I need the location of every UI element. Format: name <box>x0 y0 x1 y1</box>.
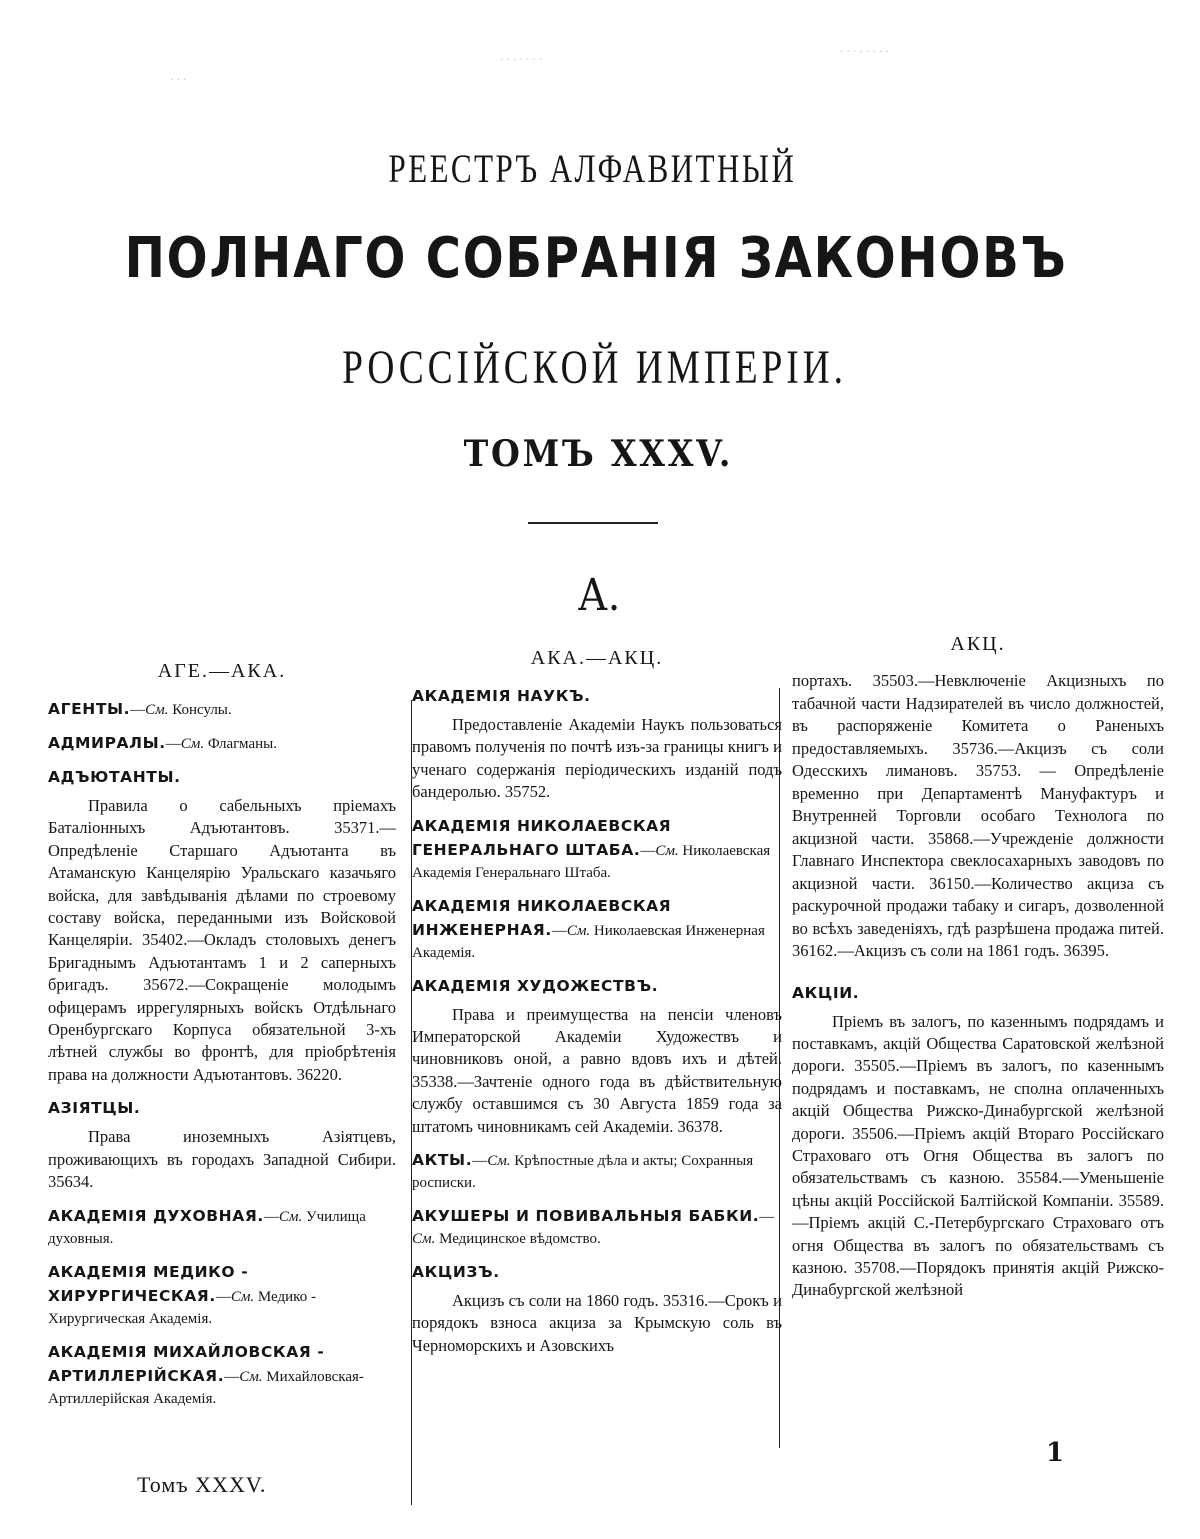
page-number: 1 <box>1046 1438 1065 1468</box>
index-entry <box>48 1260 396 1330</box>
entry-reference: Крѣпостные дѣла и акты; Сохранныя росписки. <box>412 1153 754 1192</box>
entry-dash: — <box>165 736 181 752</box>
see-label: См. <box>278 1208 303 1225</box>
entry-title: АДМИРАЛЫ. <box>48 734 166 752</box>
index-entry <box>48 765 396 1086</box>
section-letter: А. <box>577 570 621 621</box>
index-entry <box>412 1260 782 1357</box>
title-divider <box>528 522 658 524</box>
entry-title: АГЕНТЫ. <box>48 700 131 718</box>
entry-body: Правила о сабельныхъ пріемахъ Баталіонныхъ Адъютантовъ. 35371.—Опредѣленіе Старшаго Адъютанта въ Атаманскую Канцелярію Уральскаго казачьяго войска, для завѣдыванія дѣлами по строевому составу войска, переданными изъ Войсковой Канцеляріи. 35402.—Окладъ столовыхъ денегъ Бригаднымъ Адъютантамъ 1 и 2 саперныхъ бригадъ. 35672.—Сокращеніе молодымъ офицерамъ иррегулярныхъ войскъ Отдѣльнаго Оренбургскаго Корпуса обязательной 3-хъ лѣтней службы во фронтѣ, для пріобрѣтенія права на должности Адъютантовъ. 36220. <box>48 796 396 1084</box>
entry-reference: Консулы. <box>172 702 232 718</box>
entry-dash: — <box>130 702 146 718</box>
index-entry <box>412 894 782 964</box>
title-collection: ПОЛНАГО СОБРАНІЯ ЗАКОНОВЪ <box>124 226 1068 291</box>
entry-title: АКАДЕМІЯ НИКОЛАЕВСКАЯ ИНЖЕНЕРНАЯ. <box>412 896 672 939</box>
index-entry <box>412 974 782 1138</box>
entry-line <box>412 1148 782 1194</box>
entry-body: Права и преимущества на пенсіи членовъ Императорской Академіи Художествъ и чиновниковъ оной, а равно вдовъ ихъ и дѣтей. 35338.—Зачтеніе одного года въ дѣйствительную службу оставшимся съ 30 Августа 1859 года за штатомъ чиновникамъ сей Академіи. 36378. <box>412 1004 782 1136</box>
entry-title: АКАДЕМІЯ ХУДОЖЕСТВЪ. <box>412 976 659 995</box>
entry-body: Акцизъ съ соли на 1860 годъ. 35316.—Срокъ и порядокъ взноса акциза за Крымскую соль въ Черноморскихъ и Азовскихъ <box>412 1291 782 1355</box>
entry-line <box>48 1204 396 1250</box>
entry-dash: — <box>263 1208 279 1225</box>
see-label: См. <box>239 1368 263 1385</box>
see-label: См. <box>145 702 169 718</box>
column-heading: АКЦ. <box>950 633 1006 655</box>
entry-title: АКУШЕРЫ И ПОВИВАЛЬНЫЯ БАБКИ. <box>412 1207 760 1226</box>
bleed-through-text: . . . . . . . . <box>840 40 889 55</box>
entry-reference: Николаевская Академія Генеральнаго Штаба. <box>412 842 771 881</box>
entry-title: АКЦИЗЪ. <box>412 1263 500 1282</box>
entry-title: АКЦІИ. <box>792 983 860 1002</box>
entry-dash: — <box>640 842 656 859</box>
entry-body: Предоставленіе Академіи Наукъ пользоваться правомъ полученія по почтѣ изъ-за границы книгъ и ученаго содержанія періодическихъ изданій подъ бандеролью. 35752. <box>412 715 782 802</box>
entry-title: АКТЫ. <box>412 1151 473 1170</box>
index-entry <box>412 1148 782 1194</box>
continued-text: портахъ. 35503.—Невключеніе Акцизныхъ по табачной части Надзирателей въ число должностей, въ распоряженіе Комитета о Раненыхъ предоставляемыхъ. 35736.—Акцизъ съ соли Одесскихъ лимановъ. 35753. — Опредѣленіе временно при Департаментѣ Мануфактуръ и Внутренней Торговли особаго Технолога по акцизной части. 35868.—Учрежденіе должности Главнаго Инспектора свеклосахарныхъ заводовъ по акцизной части. 36150.—Количество акциза съ раскурочной продажи табаку и сигаръ, дозволенной во всѣхъ заведеніяхъ, гдѣ разрѣшена продажа питей. 36162.—Акцизъ съ соли на 1861 годъ. 36395. <box>792 671 1164 960</box>
see-label: См. <box>230 1288 255 1305</box>
entry-title: АКАДЕМІЯ МИХАЙЛОВСКАЯ - АРТИЛЛЕРІЙСКАЯ. <box>48 1342 325 1385</box>
entry-title: АКАДЕМІЯ НИКОЛАЕВСКАЯ ГЕНЕРАЛЬНАГО ШТАБА. <box>412 816 672 859</box>
column-heading: АГЕ.—АКА. <box>157 660 287 682</box>
entry-reference: Медико - Хирургическая Академія. <box>48 1288 316 1327</box>
entry-dash: — <box>215 1288 231 1305</box>
entry-line <box>412 894 782 964</box>
index-entry <box>48 1096 396 1193</box>
index-entry <box>412 684 782 804</box>
entry-line <box>48 731 396 755</box>
index-entry <box>48 1340 396 1410</box>
entry-dash: — <box>472 1153 488 1170</box>
index-entry <box>48 731 396 755</box>
entry-line <box>412 1204 782 1250</box>
entry-line <box>48 697 396 721</box>
column-middle <box>412 647 782 1367</box>
entry-title: АКАДЕМІЯ НАУКЪ. <box>412 687 591 705</box>
entry-title: АДЪЮТАНТЫ. <box>48 768 181 786</box>
bleed-through-text: . . . <box>170 68 187 83</box>
entry-dash: — <box>224 1368 240 1385</box>
entry-body: Права иноземныхъ Азіятцевъ, проживающихъ въ городахъ Западной Сибири. 35634. <box>48 1127 396 1192</box>
entry-reference: Николаевская Инженерная Академія. <box>412 922 765 961</box>
footer-volume: Томъ XXXV. <box>137 1472 267 1497</box>
entry-reference: Училища духовныя. <box>48 1208 366 1247</box>
see-label: См. <box>412 1231 436 1248</box>
index-entry <box>792 981 1164 1302</box>
title-volume: ТОМЪ XXXV. <box>463 433 734 475</box>
column-right <box>792 633 1164 1312</box>
see-label: См. <box>655 842 679 859</box>
entry-body: Пріемъ въ залогъ, по казеннымъ подрядамъ и поставкамъ, акцій Общества Саратовской желѣзной дороги. 35505.—Пріемъ въ залогъ, по казеннымъ подрядамъ и поставкамъ, не сполна оплаченныхъ акцій Общества Рижско-Динабургской желѣзной дороги. 35506.—Пріемъ акцій Втораго Россійскаго Страховаго отъ Огня Общества въ залогъ по обязательствамъ съ казною. 35584.—Уменьшеніе цѣны акцій Россійской Балтійской Компаніи. 35589.—Пріемъ акцій С.-Петербургскаго Страховаго отъ огня Общества въ залогъ по обязательствамъ съ казною. 35708.—Порядокъ принятія акцій Рижско-Динабургской желѣзной <box>792 1011 1164 1300</box>
index-entry <box>412 1204 782 1250</box>
entry-title: АКАДЕМІЯ ДУХОВНАЯ. <box>48 1206 264 1225</box>
entry-dash: — <box>551 922 567 939</box>
see-label: См. <box>566 922 591 939</box>
index-entry <box>48 1204 396 1250</box>
entry-line <box>48 1340 396 1410</box>
title-registry: РЕЕСТРЪ АЛФАВИТНЫЙ <box>388 146 797 191</box>
see-label: См. <box>180 736 205 752</box>
entry-reference: Флагманы. <box>207 736 277 752</box>
entry-reference: Медицинское вѣдомство. <box>439 1231 601 1248</box>
index-entry <box>412 814 782 884</box>
entry-line <box>412 814 782 884</box>
column-left <box>48 660 396 1420</box>
column-heading: АКА.—АКЦ. <box>530 647 664 669</box>
index-entry <box>48 697 396 721</box>
entry-title: АЗІЯТЦЫ. <box>48 1099 141 1118</box>
bleed-through-text: . . . . . . . <box>500 48 543 63</box>
entry-title: АКАДЕМІЯ МЕДИКО - ХИРУРГИЧЕСКАЯ. <box>48 1262 249 1305</box>
see-label: См. <box>487 1153 511 1170</box>
entry-reference: Михайловская-Артиллерійская Академія. <box>48 1368 364 1407</box>
title-empire: РОССІЙСКОЙ ИМПЕРІИ. <box>342 341 847 394</box>
entry-dash: — <box>759 1209 775 1226</box>
entry-line <box>48 1260 396 1330</box>
